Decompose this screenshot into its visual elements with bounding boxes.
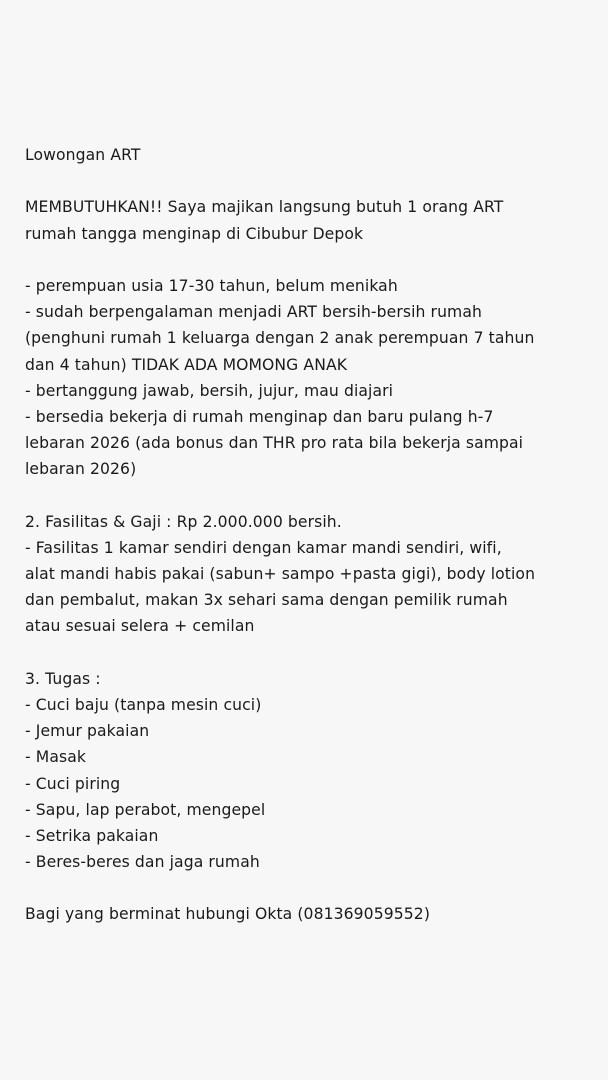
facility-line: alat mandi habis pakai (sabun+ sampo +pasta gigi), body lotion	[25, 565, 536, 583]
requirements-section	[25, 273, 595, 483]
task-line: - Beres-beres dan jaga rumah	[25, 853, 260, 872]
requirement-line: lebaran 2026)	[25, 460, 137, 479]
requirement-line: (penghuni rumah 1 keluarga dengan 2 anak perempuan 7 tahun	[25, 329, 535, 348]
intro-line: MEMBUTUHKAN!! Saya majikan langsung butuh 1 orang ART	[25, 198, 504, 217]
facilities-heading: 2. Fasilitas & Gaji : Rp 2.000.000 bersih.	[25, 512, 342, 531]
task-line: - Sapu, lap perabot, mengepel	[25, 800, 266, 819]
task-line: - Setrika pakaian	[25, 826, 159, 845]
intro-paragraph	[25, 194, 595, 246]
facility-line: dan pembalut, makan 3x sehari sama dengan pemilik rumah	[25, 591, 508, 610]
task-line: - Masak	[25, 748, 87, 767]
blank-line	[25, 247, 595, 273]
job-post-text	[25, 142, 595, 928]
task-line: - Jemur pakaian	[25, 722, 150, 741]
blank-line	[25, 875, 595, 901]
blank-line	[25, 482, 595, 508]
tasks-heading: 3. Tugas :	[25, 669, 101, 688]
requirement-line: - bertanggung jawab, bersih, jujur, mau diajari	[25, 381, 394, 400]
intro-line: rumah tangga menginap di Cibubur Depok	[25, 224, 364, 243]
requirement-line: lebaran 2026 (ada bonus dan THR pro rata bila bekerja sampai	[25, 434, 524, 453]
post-title: Lowongan ART	[25, 146, 141, 164]
tasks-section	[25, 666, 595, 876]
task-line: - Cuci baju (tanpa mesin cuci)	[25, 695, 262, 714]
task-line: - Cuci piring	[25, 774, 121, 793]
requirement-line: - sudah berpengalaman menjadi ART bersih-bersih rumah	[25, 303, 482, 322]
blank-line	[25, 168, 595, 194]
facilities-section	[25, 509, 595, 640]
facility-line: - Fasilitas 1 kamar sendiri dengan kamar mandi sendiri, wifi,	[25, 538, 502, 557]
contact-line: Bagi yang berminat hubungi Okta (081369059552)	[25, 905, 430, 924]
requirement-line: - bersedia bekerja di rumah menginap dan baru pulang h-7	[25, 407, 494, 426]
blank-line	[25, 640, 595, 666]
facility-line: atau sesuai selera + cemilan	[25, 617, 255, 636]
requirement-line: dan 4 tahun) TIDAK ADA MOMONG ANAK	[25, 355, 348, 374]
requirement-line: - perempuan usia 17-30 tahun, belum menikah	[25, 276, 398, 295]
